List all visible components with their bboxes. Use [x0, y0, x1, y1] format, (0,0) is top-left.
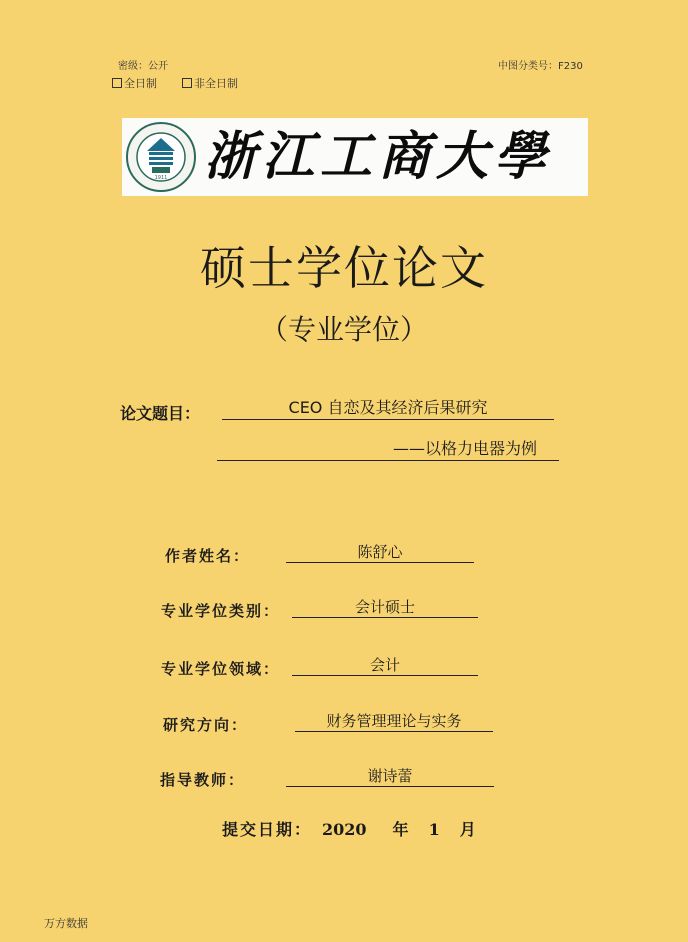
thesis-title-line1 [222, 397, 554, 421]
underline [292, 617, 478, 618]
university-seal-icon [125, 121, 197, 193]
fulltime-checkbox[interactable] [112, 78, 122, 88]
study-mode-options [112, 75, 238, 91]
university-name: 浙江工商大學 [204, 126, 553, 187]
submission-month: 1 [428, 820, 440, 839]
degree-field-label: 专业学位领域： [161, 660, 281, 678]
supervisor-field [286, 765, 494, 787]
underline [286, 786, 494, 787]
parttime-label: 非全日制 [194, 77, 238, 90]
thesis-title-text1: CEO 自恋及其经济后果研究 [288, 398, 488, 417]
submission-date-label: 提交日期： [222, 820, 313, 839]
university-banner [122, 118, 588, 196]
underline [217, 460, 559, 461]
underline [222, 419, 554, 420]
watermark: 万方数据 [44, 917, 88, 930]
year-unit: 年 [392, 820, 409, 839]
degree-type: （专业学位） [259, 313, 428, 346]
degree-category-field [292, 596, 478, 618]
thesis-title-line2 [217, 438, 559, 462]
underline [295, 731, 493, 732]
supervisor-value: 谢诗蕾 [367, 767, 413, 785]
underline [286, 562, 474, 563]
degree-category-label: 专业学位类别： [161, 602, 281, 620]
author-value: 陈舒心 [357, 543, 403, 561]
month-unit: 月 [459, 820, 476, 839]
fulltime-label: 全日制 [124, 77, 157, 90]
submission-date [222, 817, 476, 840]
classification-number: 中图分类号：F230 [498, 61, 583, 72]
degree-field-field [292, 654, 478, 676]
parttime-checkbox[interactable] [182, 78, 192, 88]
submission-year: 2020 [322, 820, 367, 839]
research-direction-field [295, 710, 493, 732]
author-label: 作者姓名： [165, 547, 251, 565]
underline [292, 675, 478, 676]
author-field [286, 541, 474, 563]
supervisor-label: 指导教师： [160, 771, 246, 789]
degree-category-value: 会计硕士 [354, 598, 415, 616]
thesis-title-label: 论文题目： [120, 404, 201, 423]
degree-field-value: 会计 [369, 656, 400, 674]
thesis-title-text2: ——以格力电器为例 [392, 439, 537, 458]
research-direction-value: 财务管理理论与实务 [326, 712, 462, 730]
degree-title: 硕士学位论文 [200, 241, 488, 295]
research-direction-label: 研究方向： [163, 716, 249, 734]
seal-year: 1911 [154, 175, 168, 181]
secrecy-level: 密级：公开 [118, 61, 168, 72]
